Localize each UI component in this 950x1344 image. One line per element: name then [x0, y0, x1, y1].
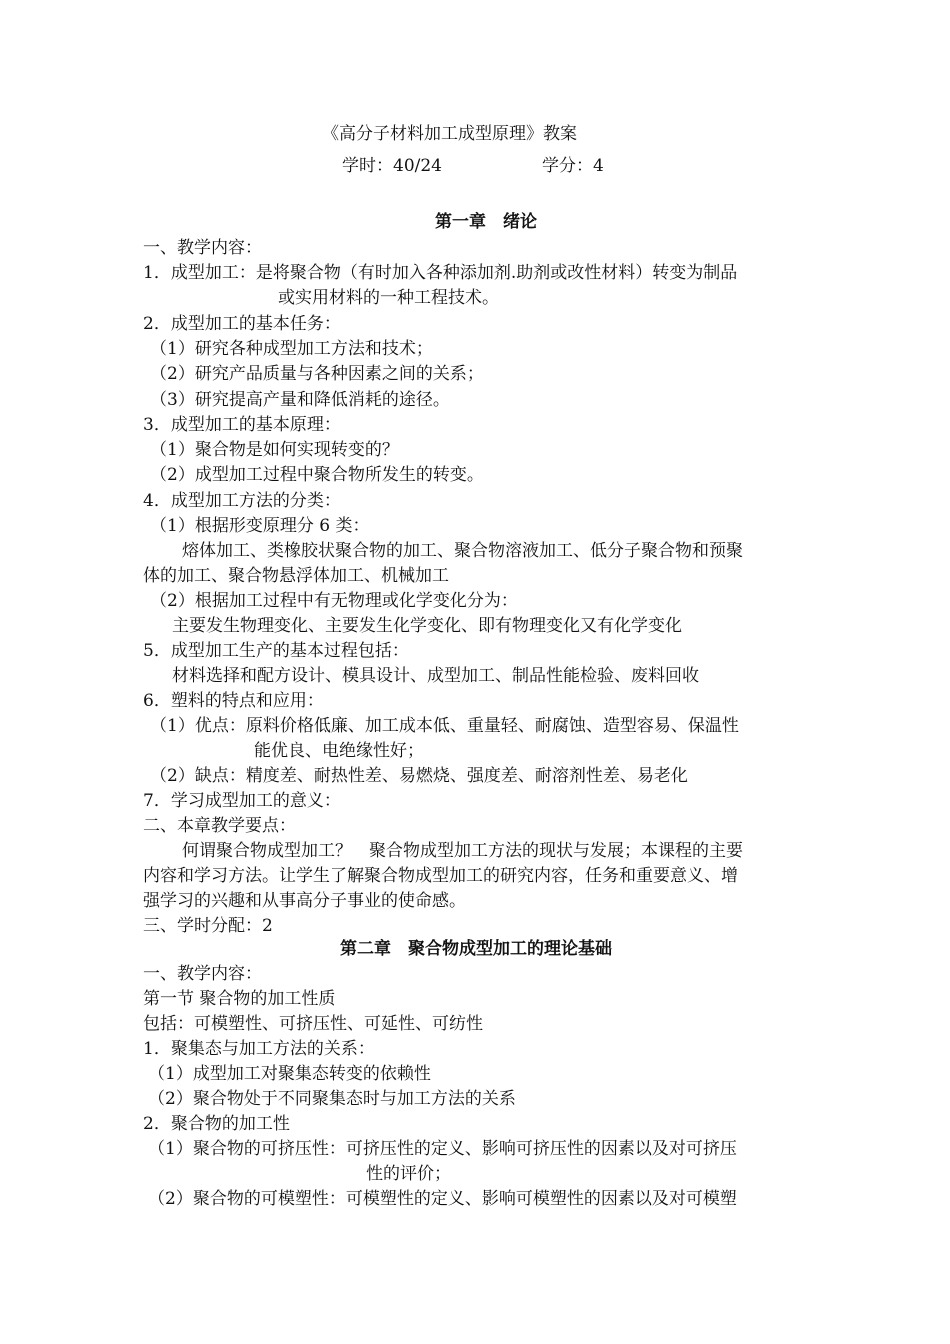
- ch1-points-body-2: 内容和学习方法。让学生了解聚合物成型加工的研究内容，任务和重要意义、增: [143, 866, 738, 886]
- ch1-item-4-2: （2）根据加工过程中有无物理或化学变化分为：: [150, 591, 518, 611]
- ch1-item-1: 1．成型加工：是将聚合物（有时加入各种添加剂.助剂或改性材料）转变为制品: [143, 263, 738, 283]
- ch1-points-body-1: 何谓聚合物成型加工？ 聚合物成型加工方法的现状与发展；本课程的主要: [182, 841, 743, 861]
- ch2-item-1-2: （2）聚合物处于不同聚集态时与加工方法的关系: [148, 1089, 516, 1109]
- ch1-item-4-2-body: 主要发生物理变化、主要发生化学变化、即有物理变化又有化学变化: [172, 616, 682, 636]
- ch1-section-hours: 三、学时分配：2: [143, 916, 273, 936]
- ch1-item-4-1-body: 熔体加工、类橡胶状聚合物的加工、聚合物溶液加工、低分子聚合物和预聚: [182, 541, 743, 561]
- ch1-item-2: 2．成型加工的基本任务：: [143, 314, 341, 334]
- ch1-section-points: 二、本章教学要点：: [143, 816, 296, 836]
- ch1-item-5: 5．成型加工生产的基本过程包括：: [143, 641, 409, 661]
- ch1-item-6-1: （1）优点：原料价格低廉、加工成本低、重量轻、耐腐蚀、造型容易、保温性: [150, 716, 739, 736]
- ch1-item-4-1-body-cont: 体的加工、聚合物悬浮体加工、机械加工: [143, 566, 449, 586]
- ch1-item-3-2: （2）成型加工过程中聚合物所发生的转变。: [150, 465, 484, 485]
- ch2-item-2-1: （1）聚合物的可挤压性：可挤压性的定义、影响可挤压性的因素以及对可挤压: [148, 1139, 737, 1159]
- ch1-item-5-body: 材料选择和配方设计、模具设计、成型加工、制品性能检验、废料回收: [172, 666, 699, 686]
- ch1-points-body-3: 强学习的兴趣和从事高分子事业的使命感。: [143, 891, 466, 911]
- ch2-item-2-1-cont: 性的评价；: [366, 1164, 451, 1184]
- ch2-section-1-title: 第一节 聚合物的加工性质: [143, 989, 336, 1009]
- ch2-section-content: 一、教学内容：: [143, 964, 262, 984]
- course-credits: 学分：4: [542, 156, 604, 176]
- ch1-item-2-1: （1）研究各种成型加工方法和技术；: [150, 339, 433, 359]
- chapter-2-heading: 第二章 聚合物成型加工的理论基础: [340, 939, 612, 959]
- ch1-item-3-1: （1）聚合物是如何实现转变的？: [150, 440, 399, 460]
- ch2-item-2-2: （2）聚合物的可模塑性：可模塑性的定义、影响可模塑性的因素以及对可模塑: [148, 1189, 737, 1209]
- ch1-item-6-2: （2）缺点：精度差、耐热性差、易燃烧、强度差、耐溶剂性差、易老化: [150, 766, 688, 786]
- ch1-section-content: 一、教学内容：: [143, 238, 262, 258]
- ch2-includes: 包括：可模塑性、可挤压性、可延性、可纺性: [143, 1014, 483, 1034]
- ch1-item-1-cont: 或实用材料的一种工程技术。: [278, 288, 499, 308]
- ch1-item-3: 3．成型加工的基本原理：: [143, 415, 341, 435]
- ch1-item-6-1-cont: 能优良、电绝缘性好；: [254, 741, 424, 761]
- ch1-item-6: 6．塑料的特点和应用：: [143, 691, 324, 711]
- ch1-item-4: 4．成型加工方法的分类：: [143, 491, 341, 511]
- ch1-item-2-3: （3）研究提高产量和降低消耗的途径。: [150, 390, 450, 410]
- document-title: 《高分子材料加工成型原理》教案: [322, 124, 577, 144]
- ch2-item-1: 1．聚集态与加工方法的关系：: [143, 1039, 375, 1059]
- ch1-item-2-2: （2）研究产品质量与各种因素之间的关系；: [150, 364, 484, 384]
- ch1-item-7: 7．学习成型加工的意义：: [143, 791, 341, 811]
- ch2-item-1-1: （1）成型加工对聚集态转变的依赖性: [148, 1064, 431, 1084]
- course-hours: 学时：40/24: [342, 156, 442, 176]
- ch2-item-2: 2．聚合物的加工性: [143, 1114, 290, 1134]
- chapter-1-heading: 第一章 绪论: [435, 212, 537, 232]
- ch1-item-4-1: （1）根据形变原理分 6 类：: [150, 516, 370, 536]
